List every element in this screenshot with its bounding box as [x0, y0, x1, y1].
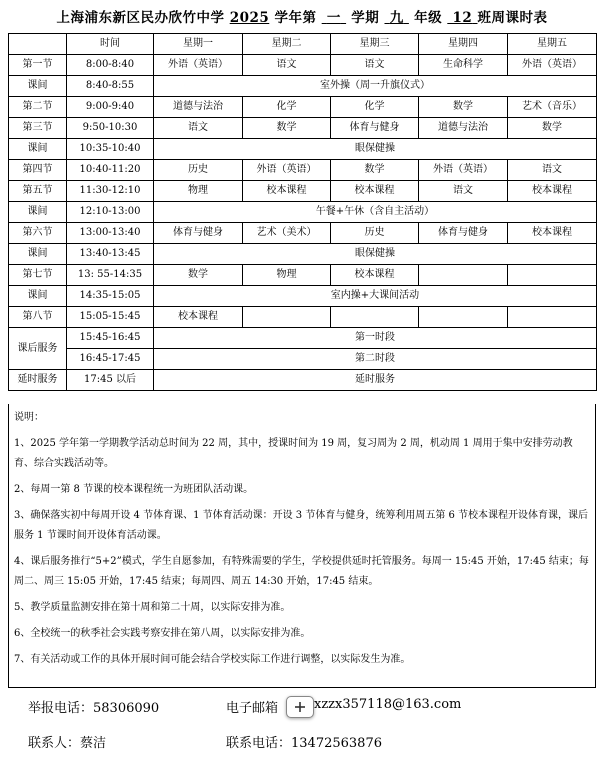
- header-row: [9, 34, 597, 55]
- table-row: [9, 76, 597, 97]
- period-time: 12:10-13:00: [67, 202, 154, 223]
- report-phone: [28, 697, 159, 716]
- column-header: 星期四: [419, 34, 508, 55]
- subject-cell: 历史: [331, 223, 419, 244]
- after-school-label: 课后服务: [9, 328, 67, 370]
- period-time: 9:50-10:30: [67, 118, 154, 139]
- table-row: [9, 139, 597, 160]
- period-time: 11:30-12:10: [67, 181, 154, 202]
- subject-cell: 道德与法治: [154, 97, 243, 118]
- period-label: 课间: [9, 139, 67, 160]
- subject-cell: [508, 307, 597, 328]
- report-phone-number: 58306090: [93, 701, 160, 716]
- subject-cell: 语文: [154, 118, 243, 139]
- subject-cell: 外语（英语）: [154, 55, 243, 76]
- period-time: 8:00-8:40: [67, 55, 154, 76]
- page-title: 上海浦东新区民办欣竹中学 2025 学年第 一 学期 九 年级 12 班周课时表: [56, 10, 548, 26]
- extended-label: 延时服务: [9, 370, 67, 391]
- period-label: 课间: [9, 286, 67, 307]
- subject-cell: 校本课程: [508, 181, 597, 202]
- column-header: 星期三: [331, 34, 419, 55]
- note-item: 5、教学质量监测安排在第十周和第二十周，以实际安排为准。: [14, 602, 291, 613]
- period-time: 9:00-9:40: [67, 97, 154, 118]
- column-header: [9, 34, 67, 55]
- contact-phone: [226, 732, 382, 751]
- subject-cell: 物理: [243, 265, 331, 286]
- subject-cell: 体育与健身: [331, 118, 419, 139]
- period-time: 8:40-8:55: [67, 76, 154, 97]
- period-label: 课间: [9, 76, 67, 97]
- timetable-body: [9, 34, 597, 391]
- subject-cell: 数学: [243, 118, 331, 139]
- timetable: [8, 33, 597, 391]
- subject-cell: 体育与健身: [154, 223, 243, 244]
- subject-cell: 外语（英语）: [243, 160, 331, 181]
- period-label: 第二节: [9, 97, 67, 118]
- after-school-time: 16:45-17:45: [67, 349, 154, 370]
- subject-cell: 化学: [331, 97, 419, 118]
- break-activity: 室外操（周一升旗仪式）: [154, 76, 597, 97]
- period-time: 14:35-15:05: [67, 286, 154, 307]
- period-time: 13: 55-14:35: [67, 265, 154, 286]
- notes-section: [8, 404, 596, 688]
- contact-phone-number: 13472563876: [291, 736, 382, 751]
- after-school-row: [9, 349, 597, 370]
- after-school-time: 15:45-16:45: [67, 328, 154, 349]
- plus-icon: [294, 701, 306, 713]
- period-label: 课间: [9, 202, 67, 223]
- table-row: [9, 223, 597, 244]
- subject-cell: 数学: [331, 160, 419, 181]
- table-row: [9, 307, 597, 328]
- extended-service-row: [9, 370, 597, 391]
- period-label: 第四节: [9, 160, 67, 181]
- subject-cell: 校本课程: [243, 181, 331, 202]
- extended-time: 17:45 以后: [67, 370, 154, 391]
- subject-cell: 艺术（音乐）: [508, 97, 597, 118]
- subject-cell: 语文: [331, 55, 419, 76]
- add-button[interactable]: [286, 696, 314, 718]
- report-phone-label: 举报电话：: [28, 701, 94, 716]
- subject-cell: 外语（英语）: [419, 160, 508, 181]
- subject-cell: [508, 265, 597, 286]
- table-row: [9, 202, 597, 223]
- subject-cell: 物理: [154, 181, 243, 202]
- table-row: [9, 286, 597, 307]
- extended-activity: 延时服务: [154, 370, 597, 391]
- subject-cell: 校本课程: [331, 265, 419, 286]
- notes-list: [14, 434, 591, 670]
- subject-cell: 语文: [243, 55, 331, 76]
- contact-phone-label: 联系电话：: [226, 736, 292, 751]
- after-school-row: [9, 328, 597, 349]
- note-item: 1、2025 学年第一学期教学活动总时间为 22 周，其中，授课时间为 19 周，复习周为 2 周，机动周 1 周用于集中安排劳动教育、综合实践活动等。: [14, 438, 573, 469]
- period-time: 15:05-15:45: [67, 307, 154, 328]
- column-header: 时间: [67, 34, 154, 55]
- subject-cell: 体育与健身: [419, 223, 508, 244]
- note-item: 4、课后服务推行“5+2”模式，学生自愿参加，有特殊需要的学生，学校提供延时托管服务。每周一 15:45 开始，17:45 结束；每周二、周三 15:05 开始，17:45 结束；每周四、周五 14:30 开始，17:45 结束。: [14, 556, 589, 587]
- subject-cell: 数学: [508, 118, 597, 139]
- subject-cell: 校本课程: [508, 223, 597, 244]
- email-address: xzzx357118@163.com: [314, 697, 462, 712]
- subject-cell: 语文: [508, 160, 597, 181]
- subject-cell: 历史: [154, 160, 243, 181]
- period-label: 第五节: [9, 181, 67, 202]
- column-header: 星期一: [154, 34, 243, 55]
- period-label: 第八节: [9, 307, 67, 328]
- contact-person-name: 蔡洁: [80, 736, 107, 751]
- table-row: [9, 244, 597, 265]
- subject-cell: 外语（英语）: [508, 55, 597, 76]
- subject-cell: [331, 307, 419, 328]
- period-time: 13:40-13:45: [67, 244, 154, 265]
- table-row: [9, 97, 597, 118]
- break-activity: 室内操+大课间活动: [154, 286, 597, 307]
- contact-person-label: 联系人：: [28, 736, 81, 751]
- period-time: 13:00-13:40: [67, 223, 154, 244]
- note-item: 6、全校统一的秋季社会实践考察安排在第八周，以实际安排为准。: [14, 628, 311, 639]
- subject-cell: 道德与法治: [419, 118, 508, 139]
- subject-cell: [419, 265, 508, 286]
- break-activity: 眼保健操: [154, 244, 597, 265]
- period-label: 第三节: [9, 118, 67, 139]
- subject-cell: 数学: [154, 265, 243, 286]
- subject-cell: 化学: [243, 97, 331, 118]
- subject-cell: 数学: [419, 97, 508, 118]
- period-label: 第一节: [9, 55, 67, 76]
- note-item: 2、每周一第 8 节课的校本课程统一为班团队活动课。: [14, 484, 254, 495]
- table-row: [9, 118, 597, 139]
- period-time: 10:35-10:40: [67, 139, 154, 160]
- subject-cell: 生命科学: [419, 55, 508, 76]
- table-row: [9, 265, 597, 286]
- subject-cell: 校本课程: [331, 181, 419, 202]
- note-item: 3、确保落实初中每周开设 4 节体育课、1 节体育活动课：开设 3 节体育与健身，统筹利用周五第 6 节校本课程开设体育课，课后服务 1 节课时间开设体育活动课。: [14, 510, 589, 541]
- email-label: 电子邮箱: [226, 701, 279, 716]
- contact-person: [28, 732, 106, 751]
- period-time: 10:40-11:20: [67, 160, 154, 181]
- period-label: 第六节: [9, 223, 67, 244]
- column-header: 星期二: [243, 34, 331, 55]
- column-header: 星期五: [508, 34, 597, 55]
- subject-cell: [243, 307, 331, 328]
- break-activity: 午餐+午休（含自主活动）: [154, 202, 597, 223]
- subject-cell: 艺术（美术）: [243, 223, 331, 244]
- table-row: [9, 55, 597, 76]
- notes-heading: 说明：: [14, 412, 44, 423]
- after-school-activity: 第二时段: [154, 349, 597, 370]
- note-item: 7、有关活动或工作的具体开展时间可能会结合学校实际工作进行调整，以实际发生为准。: [14, 654, 411, 665]
- break-activity: 眼保健操: [154, 139, 597, 160]
- subject-cell: 语文: [419, 181, 508, 202]
- subject-cell: [419, 307, 508, 328]
- after-school-activity: 第一时段: [154, 328, 597, 349]
- table-row: [9, 160, 597, 181]
- table-row: [9, 181, 597, 202]
- subject-cell: 校本课程: [154, 307, 243, 328]
- period-label: 课间: [9, 244, 67, 265]
- period-label: 第七节: [9, 265, 67, 286]
